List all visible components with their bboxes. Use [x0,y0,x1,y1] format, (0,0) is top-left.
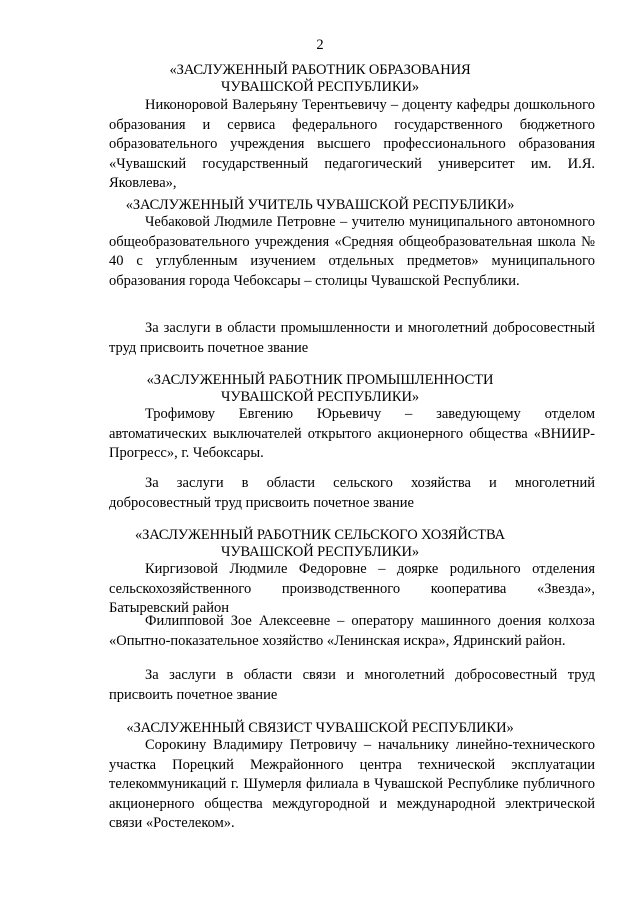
nominee-paragraph: Филипповой Зое Алексеевне – оператору машинного доения колхоза «Опытно-показательное хозяйство «Ленинская искра», Ядринский район. [109,613,595,649]
page-number: 2 [316,37,324,53]
award-title-education [0,62,640,96]
award-intro-paragraph: За заслуги в области промышленности и многолетний добросовестный труд присвоить почетное звание [109,320,595,356]
nominee-paragraph: Никоноровой Валерьяну Терентьевичу – доценту кафедры дошкольного образования и сервиса федерального государственного бюджетного образовательного учреждения высшего профессионального образования «Чувашский государственный педагогический университет им. И.Я. Яковлева», [109,97,595,191]
award-title-line: «ЗАСЛУЖЕННЫЙ РАБОТНИК ПРОМЫШЛЕННОСТИ [146,372,494,388]
award-title-communications [0,720,640,737]
award-title-line: «ЗАСЛУЖЕННЫЙ УЧИТЕЛЬ ЧУВАШСКОЙ РЕСПУБЛИКИ» [125,197,515,213]
award-title-line: ЧУВАШСКОЙ РЕСПУБЛИКИ» [221,79,419,95]
award-title-teacher [0,197,640,214]
award-title-industry [0,372,640,406]
nominee-paragraph: Киргизовой Людмиле Федоровне – доярке родильного отделения сельскохозяйственного производственного кооператива «Звезда», Батыревский район [109,561,595,616]
nominee-paragraph: Трофимову Евгению Юрьевичу – заведующему отделом автоматических выключателей открытого акционерного общества «ВНИИР-Прогресс», г. Чебоксары. [109,406,595,461]
award-title-agriculture [0,527,640,561]
award-intro-paragraph: За заслуги в области связи и многолетний добросовестный труд присвоить почетное звание [109,667,595,703]
award-title-line: «ЗАСЛУЖЕННЫЙ СВЯЗИСТ ЧУВАШСКОЙ РЕСПУБЛИКИ» [126,720,514,736]
award-title-line: ЧУВАШСКОЙ РЕСПУБЛИКИ» [221,544,419,560]
award-title-line: «ЗАСЛУЖЕННЫЙ РАБОТНИК ОБРАЗОВАНИЯ [169,62,471,78]
award-intro-paragraph: За заслуги в области сельского хозяйства и многолетний добросовестный труд присвоить почетное звание [109,475,595,511]
award-title-line: ЧУВАШСКОЙ РЕСПУБЛИКИ» [221,389,419,405]
nominee-paragraph: Чебаковой Людмиле Петровне – учителю муниципального автономного общеобразовательного учреждения «Средняя общеобразовательная школа № 40 с углубленным изучением отдельных предметов» муниципального образования города Чебоксары – столицы Чувашской Республики. [109,214,595,289]
award-title-line: «ЗАСЛУЖЕННЫЙ РАБОТНИК СЕЛЬСКОГО ХОЗЯЙСТВА [134,527,506,543]
nominee-paragraph: Сорокину Владимиру Петровичу – начальнику линейно-технического участка Порецкий Межрайонного центра технической эксплуатации телекоммуникаций г. Шумерля филиала в Чувашской Республике публичного акционерного общества междугородной и международной электрической связи «Ростелеком». [109,737,595,831]
